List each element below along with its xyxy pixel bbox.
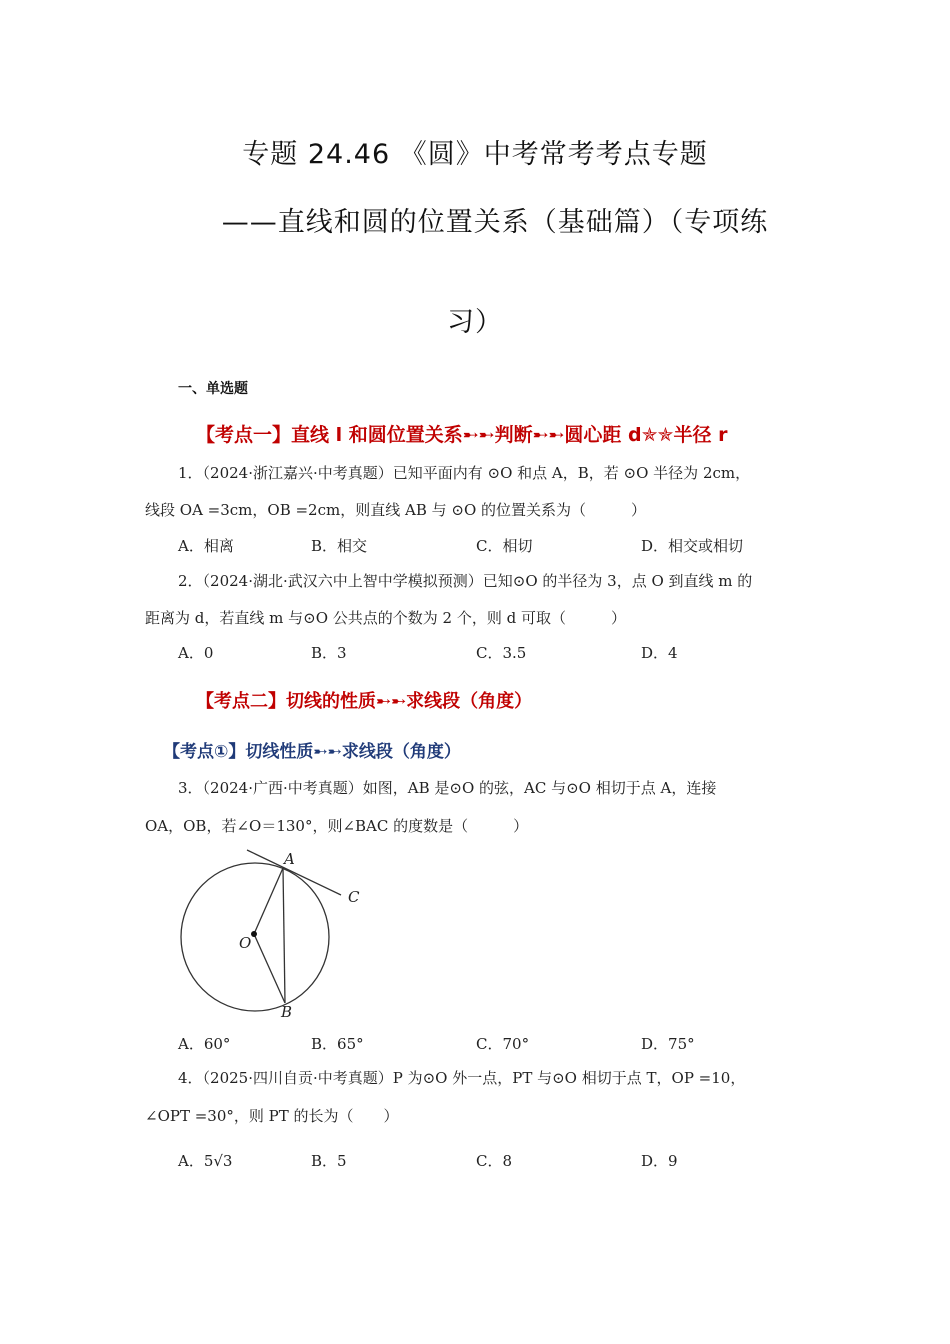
q2-line-1: 2．（2024·湖北·武汉六中上智中学模拟预测）已知⊙O 的半径为 3，点 O 到直线 m 的: [178, 572, 753, 590]
doc-title-line-3: 习）: [447, 307, 503, 338]
label-o: O: [239, 934, 252, 952]
q4-line-1: 4．（2025·四川自贡·中考真题）P 为⊙O 外一点，PT 与⊙O 相切于点 T，OP =10，: [178, 1069, 746, 1087]
q1-line-2: 线段 OA =3cm，OB =2cm，则直线 AB 与 ⊙O 的位置关系为（ ）: [145, 501, 647, 519]
q3-circle-figure: [175, 845, 375, 1025]
kaodian-2-heading: 【考点二】切线的性质➸➸求线段（角度）: [196, 691, 533, 712]
label-c: C: [348, 888, 360, 906]
q3-option-c: C．70°: [476, 1035, 530, 1053]
q1-option-a: A．相离: [178, 537, 234, 555]
q4-option-b: B．5: [311, 1152, 347, 1170]
q4-option-d: D．9: [641, 1152, 678, 1170]
q4-line-2: ∠OPT =30°，则 PT 的长为（ ）: [145, 1107, 399, 1125]
radius-ob: [254, 934, 285, 1003]
kaodian-2-subheading: 【考点①】切线性质➸➸求线段（角度）: [163, 742, 461, 762]
kaodian-1-heading: 【考点一】直线 l 和圆位置关系➸➸判断➸➸圆心距 d✯✯半径 r: [196, 424, 728, 446]
q3-line-2: OA，OB，若∠O＝130°，则∠BAC 的度数是（ ）: [145, 817, 529, 835]
label-a: A: [284, 850, 295, 868]
q2-option-d: D．4: [641, 644, 678, 662]
q1-option-b: B．相交: [311, 537, 368, 555]
center-point-o: [251, 931, 257, 937]
q4-option-a: A．5√3: [178, 1152, 233, 1170]
section-heading: 一、单选题: [178, 381, 248, 397]
chord-ab: [283, 868, 285, 1003]
doc-title-line-2: ——直线和圆的位置关系（基础篇）（专项练: [221, 207, 769, 238]
q3-line-1: 3．（2024·广西·中考真题）如图，AB 是⊙O 的弦，AC 与⊙O 相切于点 A，连接: [178, 779, 717, 797]
q2-option-a: A．0: [178, 644, 214, 662]
q2-option-c: C．3.5: [476, 644, 527, 662]
q1-option-c: C．相切: [476, 537, 533, 555]
q3-option-d: D．75°: [641, 1035, 695, 1053]
q1-line-1: 1．（2024·浙江嘉兴·中考真题）已知平面内有 ⊙O 和点 A，B，若 ⊙O 半径为 2cm，: [178, 464, 751, 482]
label-b: B: [281, 1003, 293, 1021]
q4-option-c: C．8: [476, 1152, 513, 1170]
q2-option-b: B．3: [311, 644, 347, 662]
q3-option-a: A．60°: [178, 1035, 231, 1053]
radius-oa: [254, 868, 283, 934]
doc-title-line-1: 专题 24.46 《圆》中考常考考点专题: [242, 139, 708, 170]
q3-option-b: B．65°: [311, 1035, 364, 1053]
q2-line-2: 距离为 d，若直线 m 与⊙O 公共点的个数为 2 个，则 d 可取（ ）: [145, 609, 626, 627]
q1-option-d: D．相交或相切: [641, 537, 744, 555]
